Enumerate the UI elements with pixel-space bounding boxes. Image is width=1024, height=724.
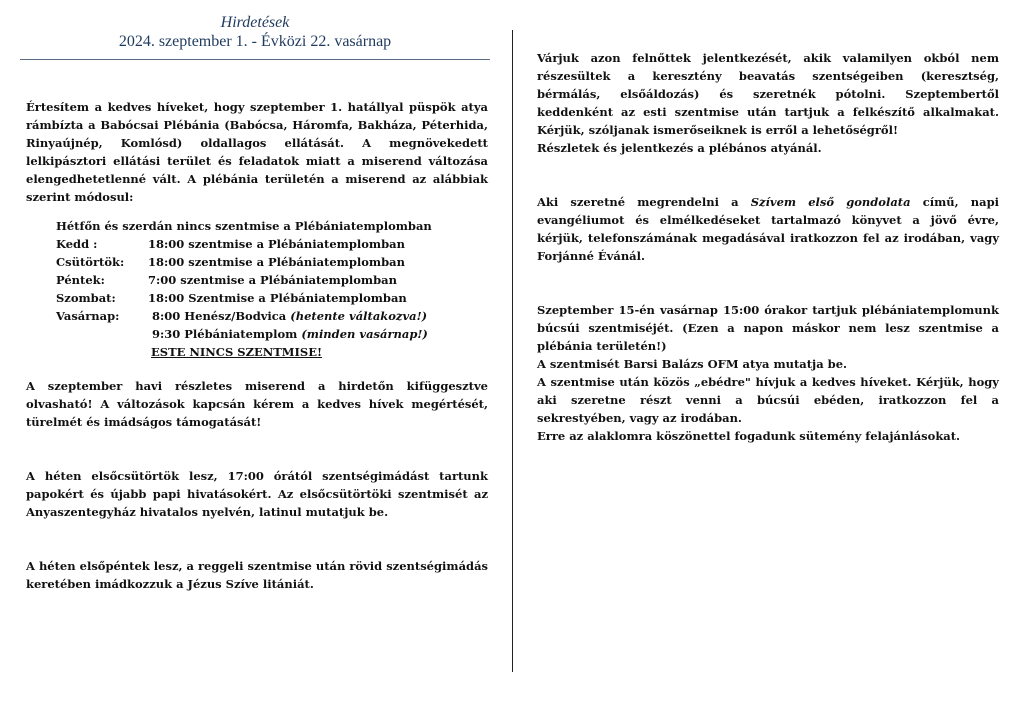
book-order-paragraph [537,193,999,265]
schedule-day: Vasárnap: [56,309,120,323]
schedule-row [56,253,488,271]
schedule-text: 18:00 szentmise a Plébániatemplomban [148,255,405,269]
feast-celebrant: A szentmisét Barsi Balázs OFM atya mutatja be. [537,357,848,371]
first-thursday-paragraph: A héten elsőcsütörtök lesz, 17:00 órától szentségimádást tartunk papokért és újabb papi hivatásokért. Az elsőcsütörtöki szentmisét az Anyaszentegyház hivatalos nyelvén, latinul mutatjuk be. [26,469,488,519]
column-divider [512,30,513,672]
schedule-row [56,235,488,253]
schedule-note: (minden vasárnap!) [301,327,428,341]
sacraments-paragraph: Várjuk azon felnőttek jelentkezését, akik valamilyen okból nem részesültek a keresztény beavatás szentségeiben (keresztség, bérmálás, elsőáldozás) és szeretnék pótolni. Szeptembertől keddenként az esti szentmise után tartjuk a felkészítő alkalmakat. Kérjük, szóljanak ismerőseiknek is erről a lehetőségről! [537,51,999,137]
left-column [26,98,488,593]
schedule-note: (hetente váltakozva!) [290,309,428,323]
schedule-row [56,325,488,343]
title-underline [20,59,490,60]
feast-thanks: Erre az alaklomra köszönettel fogadunk sütemény felajánlásokat. [537,429,961,443]
book-text-after: című, napi evangéliumot és elmélkedéseket tartalmazó könyvet a jövő évre, kérjük, telefonszámának megadásával iratkozzon fel az irodában, vagy Forjánné Évánál. [537,195,999,263]
schedule-day: Csütörtök: [56,255,125,269]
schedule-text: 7:00 szentmise a Plébániatemplomban [148,273,397,287]
first-friday-paragraph: A héten elsőpéntek lesz, a reggeli szentmise után rövid szentségimádás keretében imádkozzuk a Jézus Szíve litániát. [26,559,488,591]
schedule-day: Péntek: [56,273,105,287]
schedule-row [56,271,488,289]
schedule-first-line: Hétfőn és szerdán nincs szentmise a Plébániatemplomban [56,219,432,233]
schedule-text: 9:30 Plébániatemplom [148,327,302,341]
schedule-notice-paragraph: A szeptember havi részletes miserend a hirdetőn kifüggesztve olvasható! A változások kapcsán kérem a kedves hívek megértését, türelmét és imádságos támogatását! [26,379,488,429]
schedule-row [56,289,488,307]
right-column [537,49,999,445]
schedule-row [56,307,488,325]
mass-schedule [56,217,488,361]
schedule-text: 18:00 szentmise a Plébániatemplomban [148,237,405,251]
no-evening-mass: ESTE NINCS SZENTMISE! [151,345,323,359]
schedule-text: 8:00 Henész/Bodvica [148,309,291,323]
schedule-row [56,343,488,361]
feast-paragraph: Szeptember 15-én vasárnap 15:00 órakor tartjuk plébániatemplomunk búcsúi szentmiséjét. (Ezen a napon máskor nem lesz szentmise a plébánia területén!) [537,303,999,353]
book-title: Szívem első gondolata [750,195,911,209]
schedule-day [56,325,148,343]
sacraments-details: Részletek és jelentkezés a plébános atyánál. [537,141,822,155]
schedule-day: Kedd : [56,237,98,251]
page-subtitle: 2024. szeptember 1. - Évközi 22. vasárnap [118,33,392,50]
feast-lunch: A szentmise után közös „ebédre" hívjuk a kedves híveket. Kérjük, hogy aki szeretne részt venni a búcsúi ebéden, iratkozzon fel a sekrestyében, vagy az irodában. [537,375,999,425]
schedule-text: 18:00 Szentmise a Plébániatemplomban [148,291,407,305]
page-header [20,14,490,52]
book-text-before: Aki szeretné megrendelni a [537,195,751,209]
schedule-day: Szombat: [56,291,116,305]
intro-paragraph: Értesítem a kedves híveket, hogy szeptember 1. hatállyal püspök atya rámbízta a Babócsai Plébánia (Babócsa, Háromfa, Bakháza, Péterhida, Rinyaújnép, Komlósd) oldallagos ellátását. A megnövekedett lelkipásztori ellátási terület és feladatok miatt a miserend változása elengedhetetlenné vált. A plébánia területén a miserend az alábbiak szerint módosul: [26,100,488,204]
page-title: Hirdetések [220,14,290,31]
